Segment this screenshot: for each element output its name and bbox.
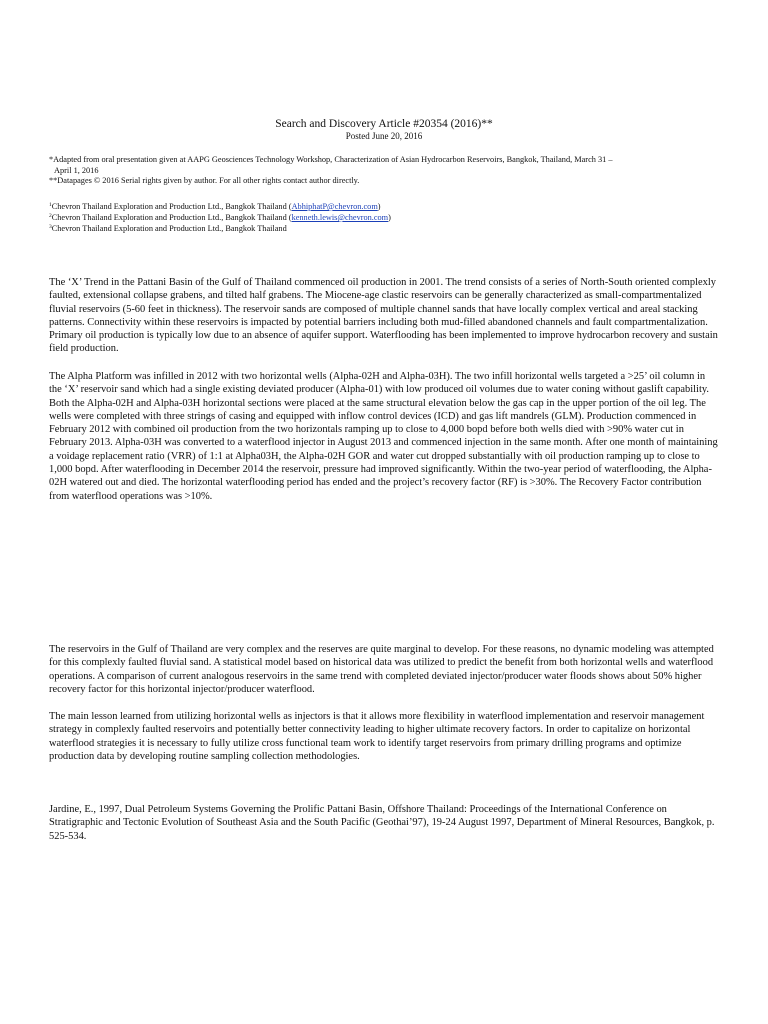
affiliation-2-close: ) [388,213,391,222]
affiliation-3-text: Chevron Thailand Exploration and Production Ltd., Bangkok Thailand [51,224,287,233]
affiliation-1-text: Chevron Thailand Exploration and Production Ltd., Bangkok Thailand ( [51,202,292,211]
affiliation-3-number: 3 [49,224,52,230]
abstract-paragraph-2 [49,370,719,503]
rights-note: **Datapages © 2016 Serial rights given by author. For all other rights contact author directly. [49,176,360,186]
affiliation-2-text: Chevron Thailand Exploration and Production Ltd., Bangkok Thailand ( [51,213,292,222]
posted-date: Posted June 20, 2016 [345,131,423,141]
paragraph-text: The reservoirs in the Gulf of Thailand are very complex and the reserves are quite marginal to develop. For these reasons, no dynamic modeling was attempted for this complexly faulted fluvial sand. A statistical model based on historical data was utilized to predict the benefit from both horizontal wells and waterflood operations. A comparison of current analogous reservoirs in the same trend with completed deviated injector/producer water floods shows about 50% higher recovery factor for this horizontal injector/producer waterflood. [49,644,714,695]
paragraph-text: The Alpha Platform was infilled in 2012 with two horizontal wells (Alpha-02H and Alpha-03H). The two infill horizontal wells targeted a >25’ oil column in the ‘X’ reservoir sand which had a single existing deviated producer (Alpha-01) with low produced oil volumes due to water coning without gaslift capability. Both the Alpha-02H and Alpha-03H horizontal sections were placed at the same structural elevation below the gas cap in the upper portion of the oil leg. The wells were completed with three strings of casing and equipped with inflow control devices (ICD) and gas lift mandrels (GLM). Production commenced in February 2012 with combined oil production from the two horizontals ramping up to close to 4,000 bopd before both wells died with >90% water cut in February 2013. Alpha-03H was converted to a waterflood injector in August 2013 and commenced injection in the same month. After one month of maintaining a voidage replacement ratio (VRR) of 1:1 at Alpha03H, the Alpha-02H GOR and water cut dropped substantially with oil production ramping up to close to 1,000 bopd. After waterflooding in December 2014 the reservoir, pressure had improved significantly. Within the two-year period of waterflooding, the Alpha-02H watered out and died. The horizontal waterflooding period has ended and the project’s recovery factor (RF) is >30%. The Recovery Factor contribution from waterflood operations was >10%. [49,371,718,502]
paragraph-text: The main lesson learned from utilizing horizontal wells as injectors is that it allows more flexibility in waterflood implementation and reservoir management strategy in complexly faulted reservoirs and potentially better connectivity leading to higher ultimate recovery factors. In order to capitalize on horizontal waterflood strategies it is necessary to fully utilize cross functional team work to identify target reservoirs from primary drilling programs and optimize production data by developing routine sampling collection methodologies. [49,711,705,762]
affiliation-2-number: 2 [49,213,52,219]
abstract-paragraph-3 [49,643,719,696]
affiliation-1-close: ) [377,202,381,211]
paragraph-text: The ‘X’ Trend in the Pattani Basin of the Gulf of Thailand commenced oil production in 2001. The trend consists of a series of North-South oriented complexly faulted, extensional collapse grabens, and tilted half grabens. The Miocene-age clastic reservoirs can be generally characterized as small-compartmentalized fluvial reservoirs (5-60 feet in thickness). The reservoir sands are composed of multiple channel sands that have locally complex vertical and areal stacking patterns. Connectivity within these reservoirs is impacted by potential barriers including both mud-filled abandoned channels and fault compartmentalization. Primary oil production is typically low due to an absence of aquifer support. Waterflooding has been implemented to improve hydrocarbon recovery and sustain field production. [49,277,718,355]
affiliation-1 [49,201,729,212]
affiliation-1-number: 1 [49,202,52,208]
article-title: Search and Discovery Article #20354 (2016)** [275,118,493,130]
reference-text: Jardine, E., 1997, Dual Petroleum Systems Governing the Prolific Pattani Basin, Offshore Thailand: Proceedings of the International Conference on Stratigraphic and Tectonic Evolution of Southeast Asia and the South Pacific (Geothai’97), 19-24 August 1997, Department of Mineral Resources, Bangkok, p. 525-534. [49,804,715,842]
affiliation-2 [49,212,729,223]
adaptation-note: *Adapted from oral presentation given at AAPG Geosciences Technology Workshop, Characterization of Asian Hydrocarbon Reservoirs, Bangkok, Thailand, March 31 – [49,155,613,164]
adaptation-note-continued: April 1, 2016 [54,165,99,175]
reference-entry [49,803,719,843]
affiliation-2-email-link[interactable]: kenneth.lewis@chevron.com [291,213,389,222]
author-affiliations [49,201,729,234]
footnotes [49,155,729,187]
abstract-paragraph-1 [49,276,719,356]
affiliation-3 [49,223,729,234]
affiliation-1-email-link[interactable]: AbhiphatP@chevron.com [291,202,378,211]
abstract-paragraph-4 [49,710,719,763]
